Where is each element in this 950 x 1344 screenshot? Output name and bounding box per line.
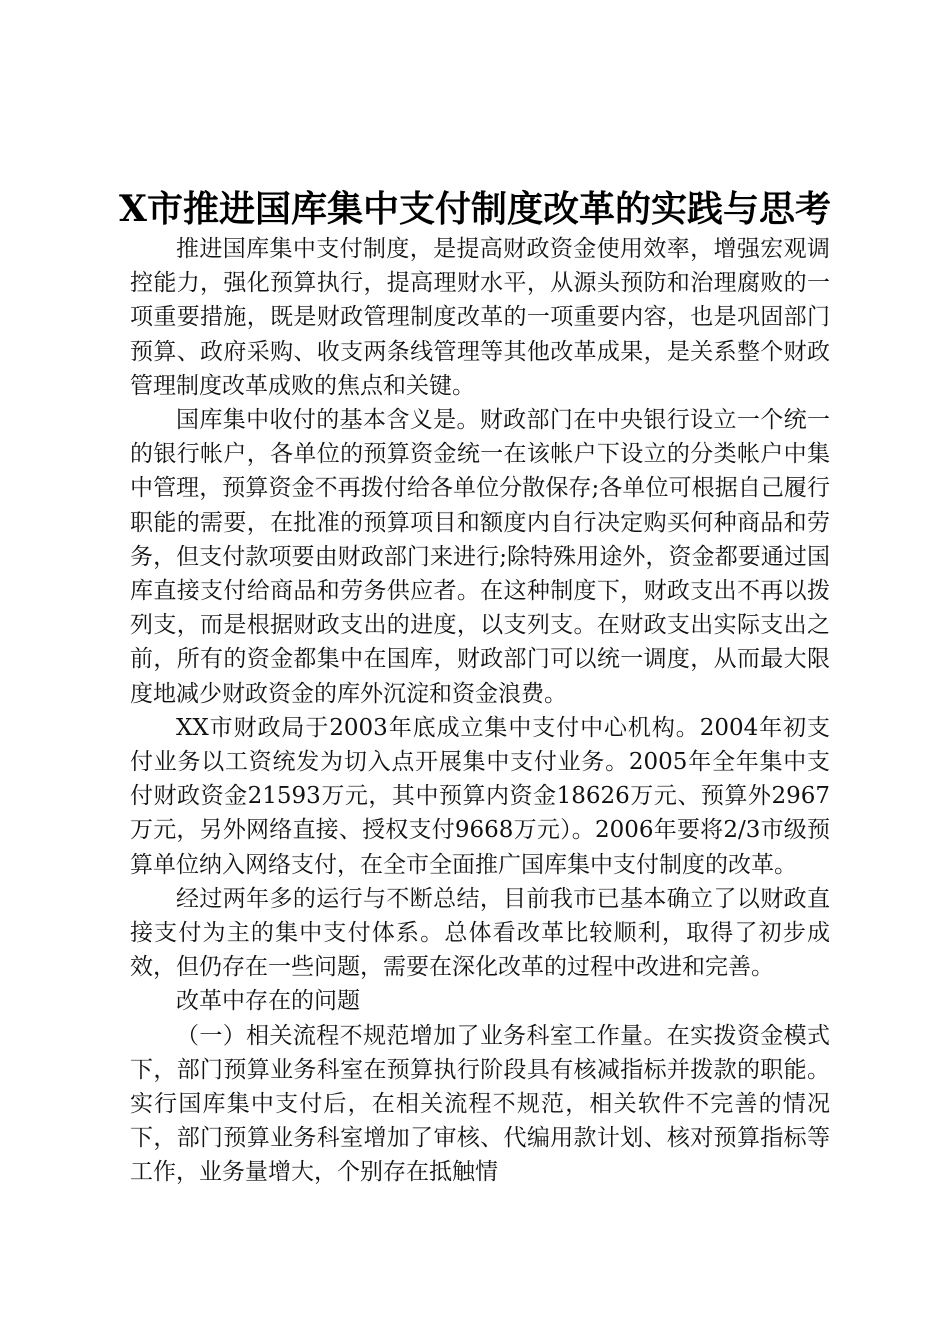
paragraph-issue-one: （一）相关流程不规范增加了业务科室工作量。在实拨资金模式下，部门预算业务科室在预算执行阶段具有核减指标并拨款的职能。实行国库集中支付后，在相关流程不规范，相关软件不完善的情况下，部门预算业务科室增加了审核、代编用款计划、核对预算指标等工作，业务量增大，个别存在抵触情 — [130, 1022, 830, 1186]
paragraph-summary: 经过两年多的运行与不断总结，目前我市已基本确立了以财政直接支付为主的集中支付体系。总体看改革比较顺利，取得了初步成效，但仍存在一些问题，需要在深化改革的过程中改进和完善。 — [130, 885, 830, 981]
paragraph-progress: XX市财政局于2003年底成立集中支付中心机构。2004年初支付业务以工资统发为切入点开展集中支付业务。2005年全年集中支付财政资金21593万元，其中预算内资金18626万元、预算外2967万元，另外网络直接、授权支付9668万元）。2006年要将2/3市级预算单位纳入网络支付，在全市全面推广国库集中支付制度的改革。 — [130, 714, 830, 878]
section-heading: 改革中存在的问题 — [176, 988, 360, 1015]
paragraph-definition: 国库集中收付的基本含义是。财政部门在中央银行设立一个统一的银行帐户，各单位的预算资金统一在该帐户下设立的分类帐户中集中管理，预算资金不再拨付给各单位分散保存;各单位可根据自己履行职能的需要，在批准的预算项目和额度内自行决定购买何种商品和劳务，但支付款项要由财政部门来进行;除特殊用途外，资金都要通过国库直接支付给商品和劳务供应者。在这种制度下，财政支出不再以拨列支，而是根据财政支出的进度，以支列支。在财政支出实际支出之前，所有的资金都集中在国库，财政部门可以统一调度，从而最大限度地减少财政资金的库外沉淀和资金浪费。 — [130, 407, 830, 707]
paragraph-intro: 推进国库集中支付制度，是提高财政资金使用效率，增强宏观调控能力，强化预算执行，提高理财水平，从源头预防和治理腐败的一项重要措施，既是财政管理制度改革的一项重要内容，也是巩固部门预算、政府采购、收支两条线管理等其他改革成果，是关系整个财政管理制度改革成败的焦点和关键。 — [130, 236, 830, 399]
document-body — [130, 232, 830, 1190]
document-title: X市推进国库集中支付制度改革的实践与思考 — [119, 188, 831, 230]
